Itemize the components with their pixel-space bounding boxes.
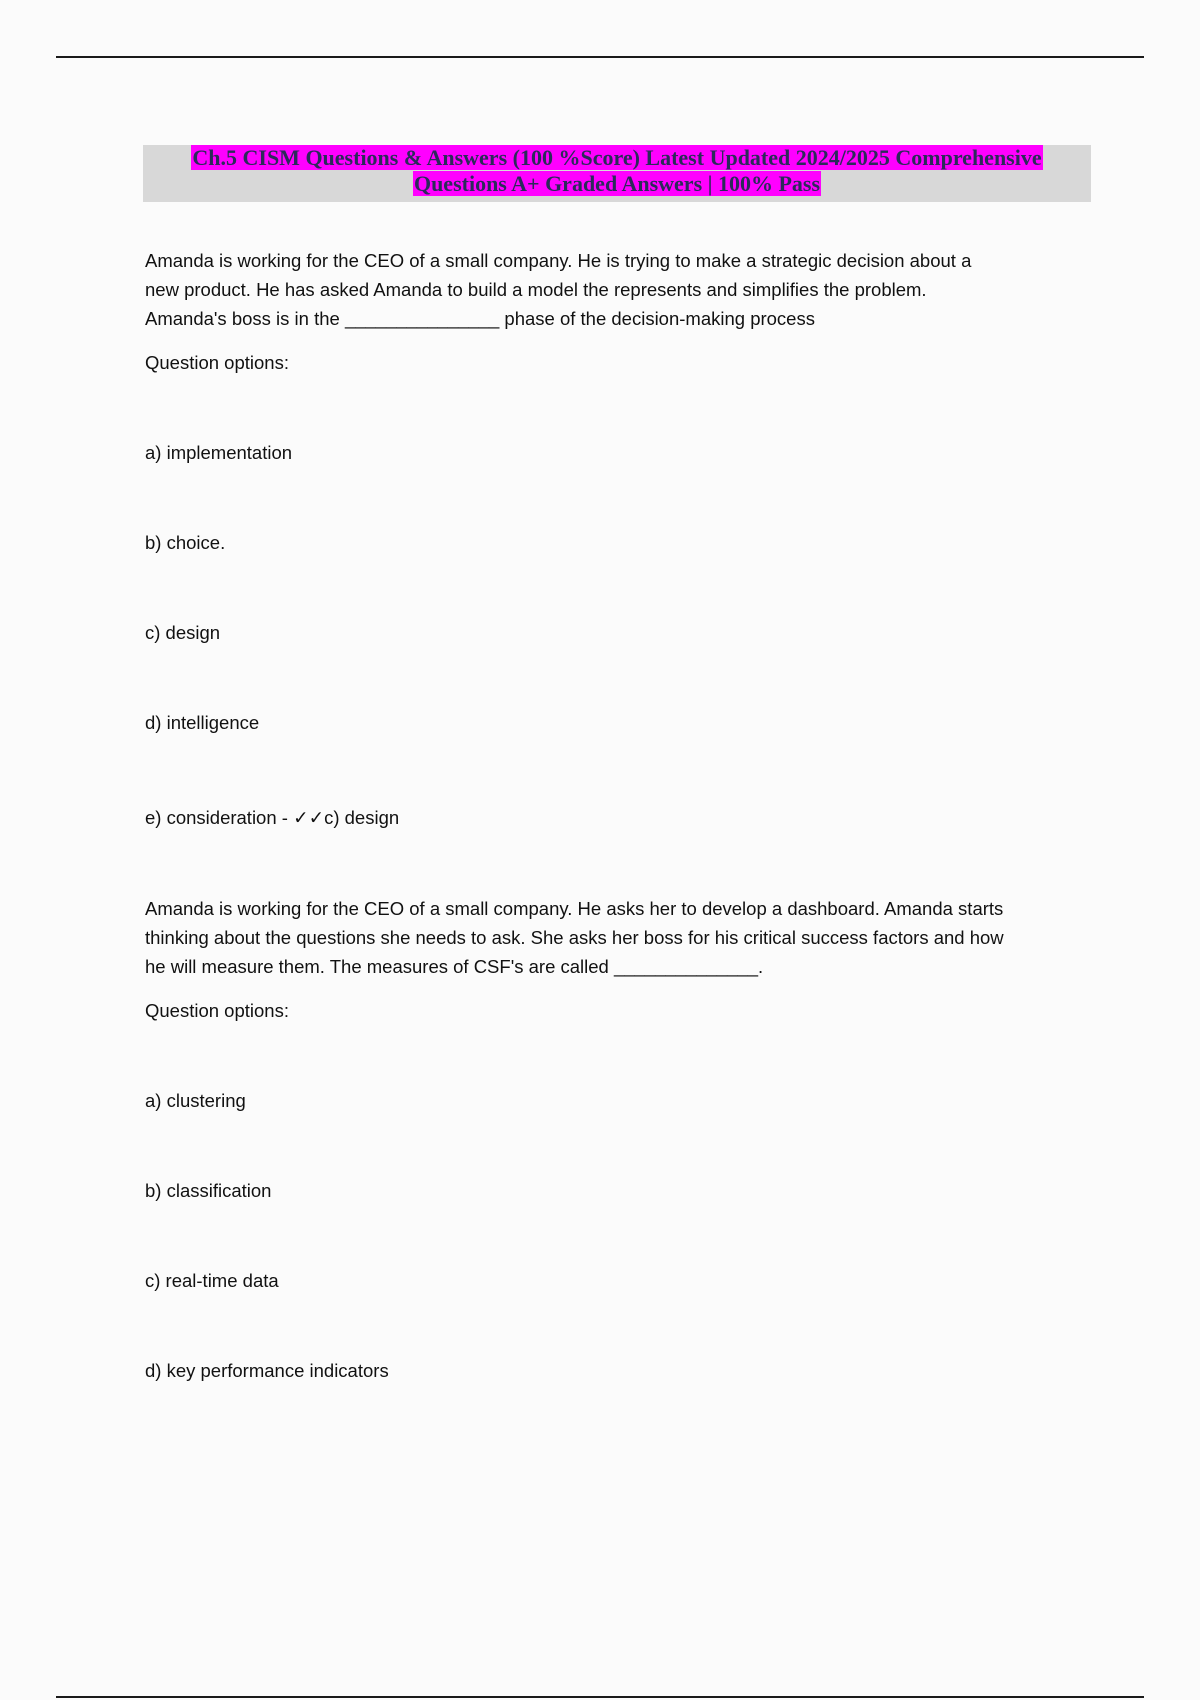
question-line: Amanda is working for the CEO of a small company. He is trying to make a strategic decision about a <box>145 250 972 271</box>
title-line-1: Ch.5 CISM Questions & Answers (100 %Score) Latest Updated 2024/2025 Comprehensive <box>192 145 1042 170</box>
question-text <box>145 246 1095 333</box>
options-label: Question options: <box>145 1000 289 1021</box>
top-rule <box>56 56 1144 58</box>
option-item: d) key performance indicators <box>145 1360 389 1381</box>
document-body <box>145 246 1095 1385</box>
option-item: d) intelligence <box>145 712 260 733</box>
question-text <box>145 894 1095 981</box>
question-line: he will measure them. The measures of CSF's are called ______________. <box>145 956 764 977</box>
document-title <box>143 145 1091 202</box>
question-line: Amanda is working for the CEO of a small company. He asks her to develop a dashboard. Amanda starts <box>145 898 1004 919</box>
option-item: a) clustering <box>145 1090 246 1111</box>
question-line: Amanda's boss is in the _______________ phase of the decision-making process <box>145 308 815 329</box>
option-item: c) real-time data <box>145 1270 279 1291</box>
options-label: Question options: <box>145 352 289 373</box>
question-line: thinking about the questions she needs to ask. She asks her boss for his critical success factors and how <box>145 927 1004 948</box>
bottom-rule <box>56 1696 1144 1698</box>
question-block-2 <box>145 894 1095 1385</box>
option-item-with-answer: e) consideration - ✓✓c) design <box>145 807 400 828</box>
option-item: b) classification <box>145 1180 272 1201</box>
question-block-1 <box>145 246 1095 832</box>
option-item: b) choice. <box>145 532 226 553</box>
question-line: new product. He has asked Amanda to build a model the represents and simplifies the problem. <box>145 279 927 300</box>
option-item: a) implementation <box>145 442 293 463</box>
title-line-2: Questions A+ Graded Answers | 100% Pass <box>413 171 821 196</box>
option-item: c) design <box>145 622 221 643</box>
